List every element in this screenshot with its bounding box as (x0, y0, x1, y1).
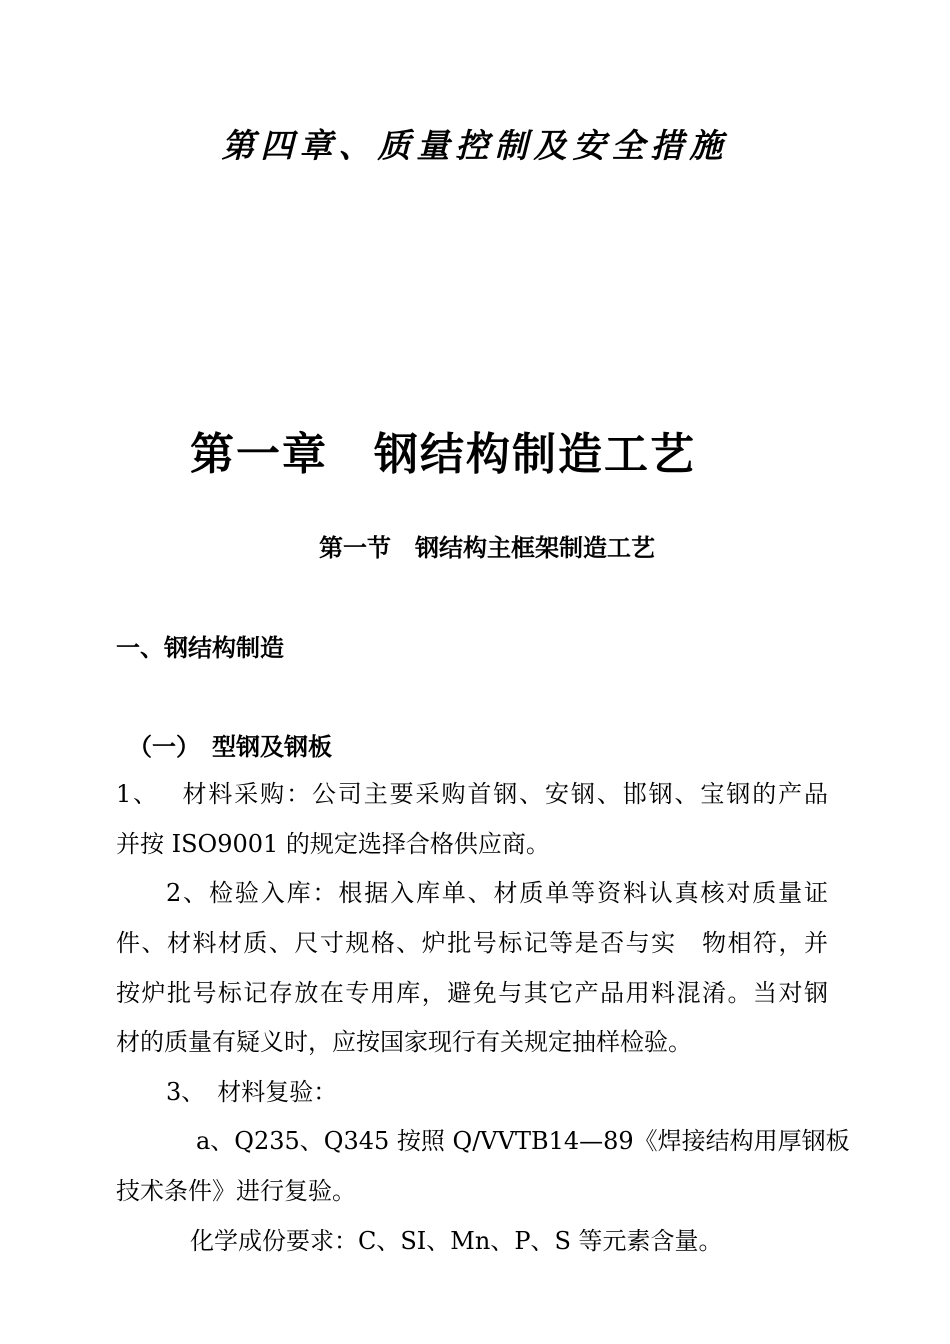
body-line: a、Q235、Q345 按照 Q/VVTB14—89《焊接结构用厚钢板 (196, 1127, 850, 1155)
body-line: 3、 材料复验： (166, 1078, 338, 1106)
heading-level-2: （一） 型钢及钢板 (128, 733, 332, 761)
body-line: 1、 材料采购：公司主要采购首钢、安钢、邯钢、宝钢的产品 (116, 780, 828, 808)
body-line: 按炉批号标记存放在专用库，避免与其它产品用料混淆。当对钢 (116, 979, 828, 1007)
heading-level-1: 一、钢结构制造 (116, 634, 284, 662)
part-title: 第四章、质量控制及安全措施 (221, 126, 729, 165)
body-line: 并按 ISO9001 的规定选择合格供应商。 (116, 830, 550, 858)
body-line: 技术条件》进行复验。 (116, 1177, 356, 1205)
body-line: 化学成份要求：C、SI、Mn、P、S 等元素含量。 (190, 1227, 723, 1255)
body-line: 件、材料材质、尺寸规格、炉批号标记等是否与实 物相符，并 (116, 929, 828, 957)
body-line: 材的质量有疑义时，应按国家现行有关规定抽样检验。 (116, 1028, 692, 1056)
section-title: 第一节 钢结构主框架制造工艺 (319, 534, 655, 562)
chapter-title: 第一章 钢结构制造工艺 (190, 429, 696, 480)
body-line: 2、检验入库：根据入库单、材质单等资料认真核对质量证 (166, 879, 828, 907)
